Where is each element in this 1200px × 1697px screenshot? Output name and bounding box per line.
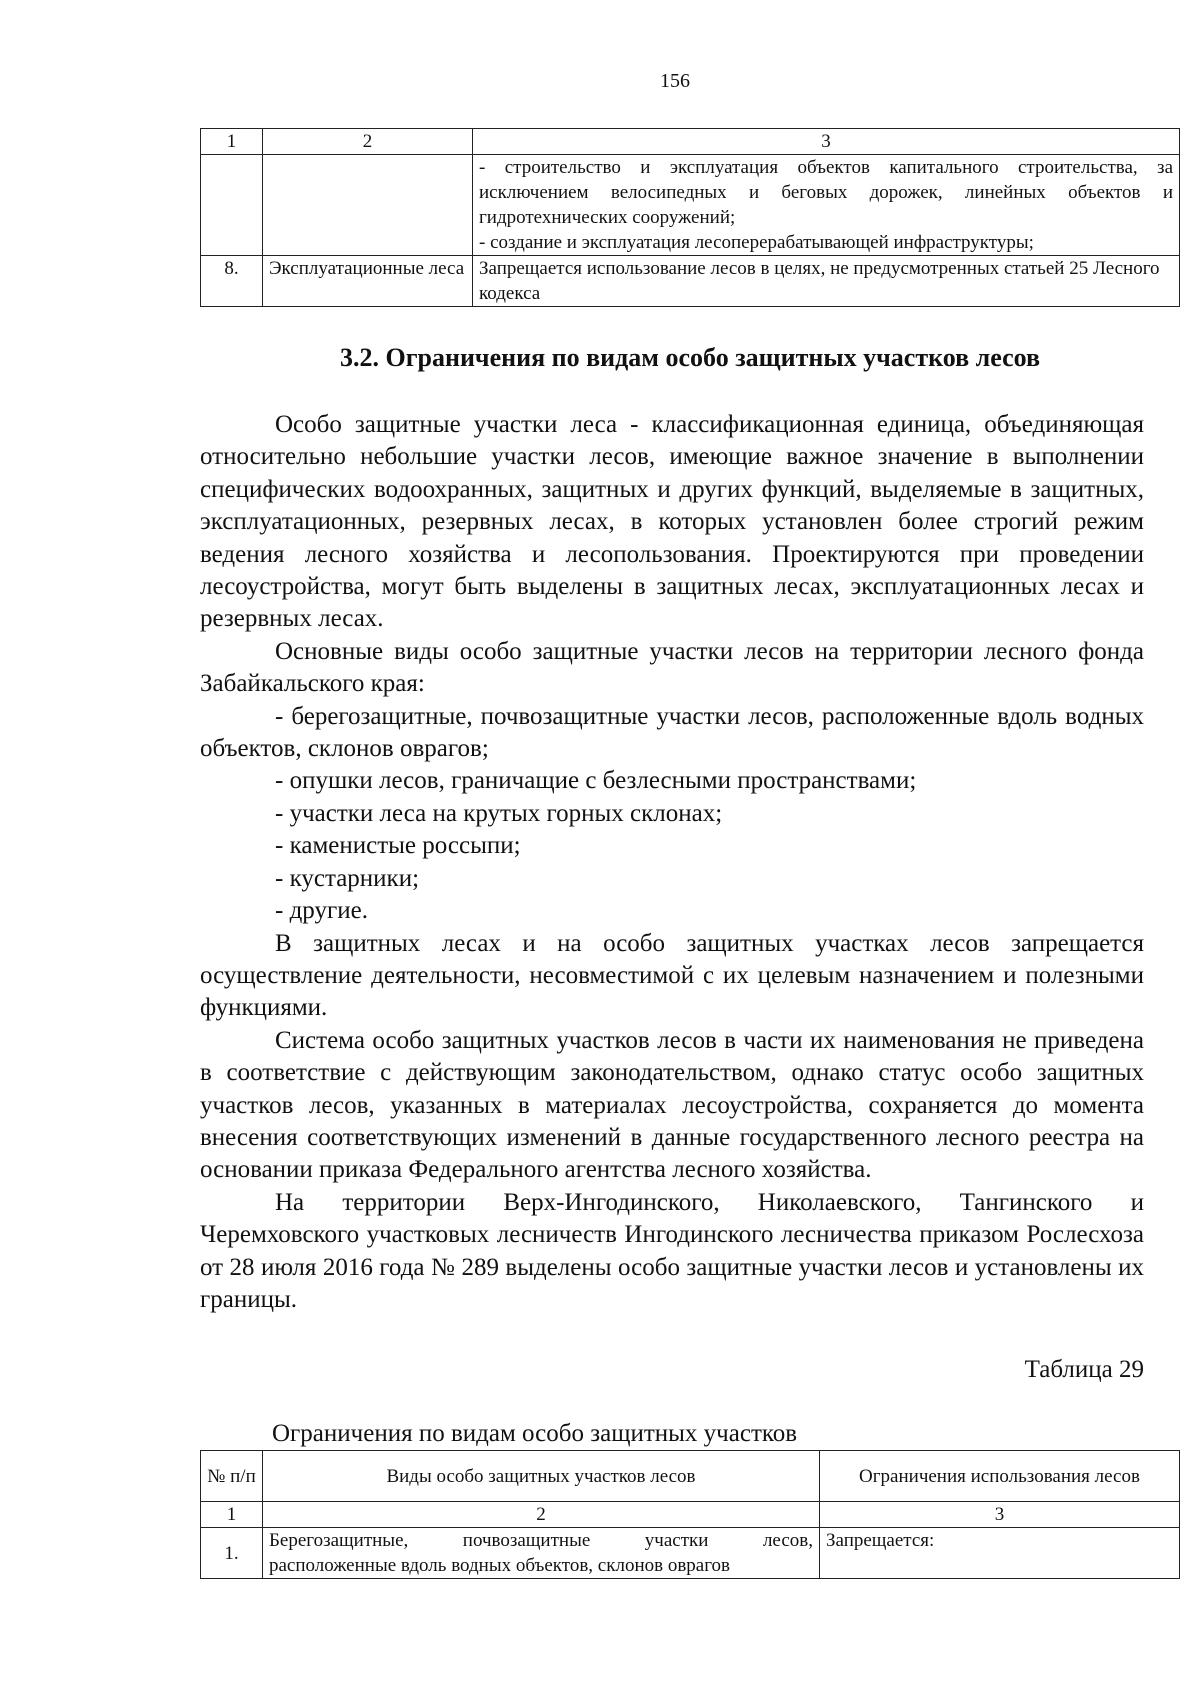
table-cell bbox=[263, 155, 473, 256]
col-header-1: 1 bbox=[201, 129, 263, 155]
list-item: - опушки лесов, граничащие с безлесными пространствами; bbox=[275, 767, 917, 795]
col-header-restrictions: Ограничения использования лесов bbox=[820, 1451, 1180, 1502]
table-row bbox=[201, 1528, 1180, 1579]
table-cell bbox=[201, 155, 263, 256]
table-label: Таблица 29 bbox=[1024, 1356, 1144, 1383]
list-item: - кустарники; bbox=[275, 864, 420, 892]
col-number-3: 3 bbox=[820, 1502, 1180, 1528]
paragraph: В защитных лесах и на особо защитных участках лесов запрещается осуществление деятельности, несовместимой с их целевым назначением и полезными функциями. bbox=[200, 929, 1144, 1022]
restriction: Запрещается: bbox=[820, 1528, 1180, 1579]
col-header-types: Виды особо защитных участков лесов bbox=[263, 1451, 820, 1502]
table-row bbox=[201, 155, 1180, 256]
forest-type-line: расположенные вдоль водных объектов, склонов оврагов bbox=[269, 1555, 731, 1576]
page-number: 156 bbox=[660, 70, 690, 92]
section-heading: 3.2. Ограничения по видам особо защитных участков лесов bbox=[339, 343, 1041, 372]
table-caption: Ограничения по видам особо защитных участков bbox=[272, 1420, 798, 1447]
list-item: - участки леса на крутых горных склонах; bbox=[275, 799, 723, 827]
restrictions-table bbox=[200, 1450, 1180, 1579]
col-number-1: 1 bbox=[201, 1502, 263, 1528]
col-header-num: № п/п bbox=[201, 1451, 263, 1502]
restriction-line: - строительство и эксплуатация объектов капитального строительства, за исключением велосипедных и беговых дорожек, линейных объектов и гидротехнических сооружений; bbox=[479, 157, 1173, 228]
paragraph: Особо защитные участки леса - классификационная единица, объединяющая относительно небольшие участки лесов, имеющие важное значение в выполнении специфических водоохранных, защитных и других функций, выделяемые в защитных, эксплуатационных, резервных лесах, в которых установлен более строгий режим ведения лесного хозяйства и лесопользования. Проектируются при проведении лесоустройства, могут быть выделены в защитных лесах, эксплуатационных лесах и резервных лесах. bbox=[200, 411, 1144, 633]
restriction-line: - создание и эксплуатация лесоперерабатывающей инфраструктуры; bbox=[479, 232, 1034, 253]
paragraph: На территории Верх-Ингодинского, Николаевского, Тангинского и Черемховского участковых лесничеств Ингодинского лесничества приказом Рослесхоза от 28 июля 2016 года № 289 выделены особо защитные участки лесов и установлены их границы. bbox=[200, 1188, 1144, 1313]
list-item: - берегозащитные, почвозащитные участки лесов, расположенные вдоль водных объектов, склонов оврагов; bbox=[200, 702, 1144, 763]
forest-type bbox=[263, 1528, 820, 1579]
col-header-3: 3 bbox=[473, 129, 1180, 155]
list-item: - другие. bbox=[275, 897, 368, 925]
paragraph: Основные виды особо защитные участки лесов на территории лесного фонда Забайкальского края: bbox=[200, 637, 1144, 698]
col-header-2: 2 bbox=[263, 129, 473, 155]
table-header-row bbox=[201, 129, 1180, 155]
table-header-row bbox=[201, 1451, 1180, 1502]
table-cell bbox=[473, 155, 1180, 256]
col-number-2: 2 bbox=[263, 1502, 820, 1528]
list-item: - каменистые россыпи; bbox=[275, 832, 521, 860]
row-number: 1. bbox=[201, 1528, 263, 1579]
table-row bbox=[201, 256, 1180, 307]
forest-type: Эксплуатационные леса bbox=[263, 256, 473, 307]
restriction: Запрещается использование лесов в целях, не предусмотренных статьей 25 Лесного кодекса bbox=[473, 256, 1180, 307]
paragraph: Система особо защитных участков лесов в части их наименования не приведена в соответствие с действующим законодательством, однако статус особо защитных участков лесов, указанных в материалах лесоустройства, сохраняется до момента внесения соответствующих изменений в данные государственного лесного реестра на основании приказа Федерального агентства лесного хозяйства. bbox=[200, 1026, 1144, 1184]
forest-type-line: Берегозащитные, почвозащитные участки лесов, bbox=[269, 1530, 813, 1551]
continuation-table bbox=[200, 128, 1180, 307]
table-number-row bbox=[201, 1502, 1180, 1528]
row-number: 8. bbox=[201, 256, 263, 307]
body-text bbox=[200, 409, 1144, 1316]
